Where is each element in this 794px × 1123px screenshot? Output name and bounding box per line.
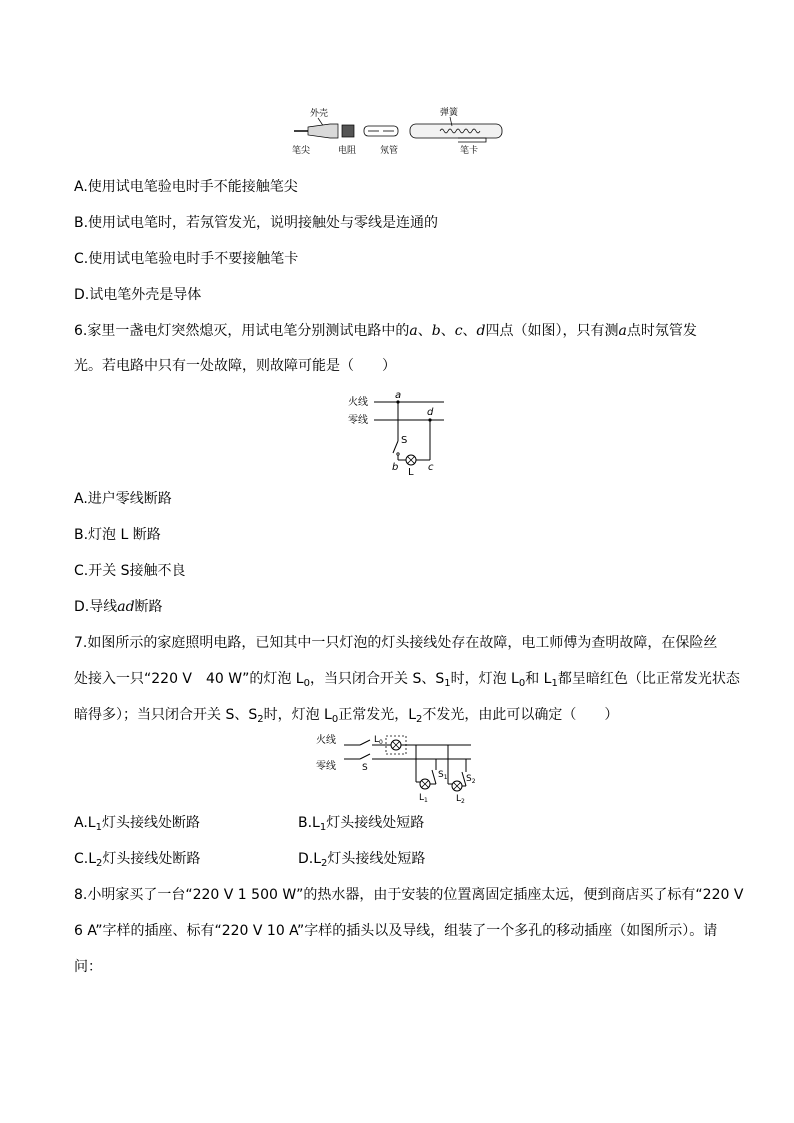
q7-c-text: C.L bbox=[74, 851, 97, 867]
label-live: 火线 bbox=[316, 735, 336, 746]
q6-text: 6.家里一盏电灯突然熄灭，用试电笔分别测试电路中的 bbox=[74, 323, 410, 339]
q7-text: 处接入一只“220 V 40 W”的灯泡 L bbox=[74, 671, 304, 687]
q7-stem-line3 bbox=[74, 706, 618, 724]
main-switch-live bbox=[360, 740, 370, 745]
resistor-block bbox=[342, 125, 354, 137]
q7-option-d[interactable] bbox=[298, 850, 425, 868]
label-c: c bbox=[428, 462, 434, 473]
q8-stem-line3: 问： bbox=[74, 959, 102, 975]
q7-sub: 0 bbox=[518, 678, 526, 689]
q7-option-c[interactable] bbox=[74, 850, 200, 868]
q7-text: 和 L bbox=[525, 671, 552, 687]
label-neon: 氖管 bbox=[380, 146, 399, 156]
q6-sep: 、 bbox=[462, 323, 477, 339]
q7-d-text: D.L bbox=[298, 851, 322, 867]
label-shell: 外壳 bbox=[310, 109, 329, 119]
label-neutral: 零线 bbox=[348, 415, 368, 426]
q6-point-a: a bbox=[409, 323, 418, 339]
q6-option-c[interactable]: C.开关 S接触不良 bbox=[74, 563, 186, 579]
q7-sub: 2 bbox=[257, 714, 264, 725]
label-l1: $L_1$ bbox=[419, 793, 428, 804]
label-s2: $S_2$ bbox=[466, 774, 476, 785]
label-resistor: 电阻 bbox=[338, 146, 357, 156]
q5-option-c[interactable]: C.使用试电笔验电时手不要接触笔卡 bbox=[74, 251, 299, 267]
q7-option-b[interactable] bbox=[298, 814, 424, 832]
q6-sep: 、 bbox=[417, 323, 432, 339]
switch-s bbox=[393, 441, 398, 453]
q6-stem-line2: 光。若电路中只有一处故障，则故障可能是（ ） bbox=[74, 358, 396, 374]
pen-nose bbox=[308, 124, 338, 138]
q5-option-a[interactable]: A.使用试电笔验电时手不能接触笔尖 bbox=[74, 179, 298, 195]
q7-c-text: 灯头接线处断路 bbox=[102, 851, 201, 867]
q7-d-text: 灯头接线处短路 bbox=[327, 851, 426, 867]
q7-sub: 2 bbox=[416, 714, 423, 725]
test-pen-figure bbox=[290, 105, 520, 155]
q7-text: 暗得多）；当只闭合开关 S、S bbox=[74, 707, 258, 723]
q6-point-b: b bbox=[431, 323, 441, 339]
q7-a-text: 灯头接线处断路 bbox=[101, 815, 200, 831]
q6-point-c: c bbox=[454, 323, 463, 339]
q8-stem-line2: 6 A”字样的插座、标有“220 V 10 A”字样的插头以及导线，组装了一个多孔的移动插座（如图所示）。请 bbox=[74, 923, 718, 939]
label-spring: 弹簧 bbox=[440, 108, 459, 118]
q7-sub: 1 bbox=[444, 678, 451, 689]
switch-s1 bbox=[432, 770, 436, 784]
q6-text: 四点（如图），只有测 bbox=[485, 323, 619, 339]
q7-text: 不发光，由此可以确定（ ） bbox=[422, 707, 619, 723]
q5-option-d[interactable]: D.试电笔外壳是导体 bbox=[74, 287, 202, 303]
q7-stem-line2 bbox=[74, 670, 740, 688]
q7-b-sub: 1 bbox=[319, 822, 327, 833]
q6-circuit-figure bbox=[348, 388, 448, 476]
q6-option-d[interactable] bbox=[74, 598, 163, 616]
label-a: a bbox=[395, 390, 402, 401]
q7-text: 时，灯泡 L bbox=[450, 671, 519, 687]
label-live: 火线 bbox=[348, 397, 368, 408]
q6-d-text: 断路 bbox=[134, 599, 163, 615]
switch-contact bbox=[397, 453, 399, 455]
label-s: S bbox=[401, 435, 408, 446]
q7-circuit-figure bbox=[316, 732, 476, 805]
q6-point-a: a bbox=[618, 323, 627, 339]
label-clip: 笔卡 bbox=[460, 146, 479, 156]
pen-clip bbox=[458, 138, 486, 142]
main-switch-neutral bbox=[360, 754, 370, 759]
q7-a-text: A.L bbox=[74, 815, 96, 831]
q7-b-text: 灯头接线处短路 bbox=[326, 815, 425, 831]
q7-sub: 1 bbox=[551, 678, 558, 689]
q7-text: 时，灯泡 L bbox=[263, 707, 332, 723]
q7-d-sub: 2 bbox=[321, 858, 328, 869]
q6-option-a[interactable]: A.进户零线断路 bbox=[74, 491, 172, 507]
q8-stem-line1: 8.小明家买了一台“220 V 1 500 W”的热水器，由于安装的位置离固定插座太远，便到商店买了标有“220 V bbox=[74, 887, 744, 903]
q7-a-sub: 1 bbox=[95, 822, 102, 833]
q7-text: 正常发光，L bbox=[338, 707, 417, 723]
label-l2: $L_2$ bbox=[456, 794, 465, 805]
q7-sub: 0 bbox=[331, 714, 339, 725]
q6-sep: 、 bbox=[440, 323, 455, 339]
q7-c-sub: 2 bbox=[96, 858, 103, 869]
q7-text: 都呈暗红色（比正常发光状态 bbox=[557, 671, 740, 687]
label-s: S bbox=[362, 763, 368, 773]
q5-option-b[interactable]: B.使用试电笔时，若氖管发光，说明接触处与零线是连通的 bbox=[74, 215, 439, 231]
q6-text: 点时氖管发 bbox=[626, 323, 697, 339]
q7-sub: 0 bbox=[303, 678, 310, 689]
label-b: b bbox=[392, 462, 399, 473]
label-neutral: 零线 bbox=[316, 761, 336, 772]
q7-text: ，当只闭合开关 S、S bbox=[310, 671, 445, 687]
label-l0: $L_0$ bbox=[374, 735, 383, 746]
label-tip: 笔尖 bbox=[292, 146, 311, 156]
q6-stem-line1 bbox=[74, 322, 697, 340]
q6-d-ad: ad bbox=[117, 599, 135, 615]
q7-stem-line1: 7.如图所示的家庭照明电路，已知其中一只灯泡的灯头接线处存在故障，电工师傅为查明故障，在保险丝 bbox=[74, 635, 718, 651]
q6-point-d: d bbox=[476, 323, 486, 339]
q6-d-text: D.导线 bbox=[74, 599, 118, 615]
label-d: d bbox=[427, 407, 434, 418]
label-l: L bbox=[408, 467, 414, 478]
q7-option-a[interactable] bbox=[74, 814, 200, 832]
q6-option-b[interactable]: B.灯泡 L 断路 bbox=[74, 527, 161, 543]
q7-b-text: B.L bbox=[298, 815, 320, 831]
label-s1: $S_1$ bbox=[438, 770, 448, 781]
